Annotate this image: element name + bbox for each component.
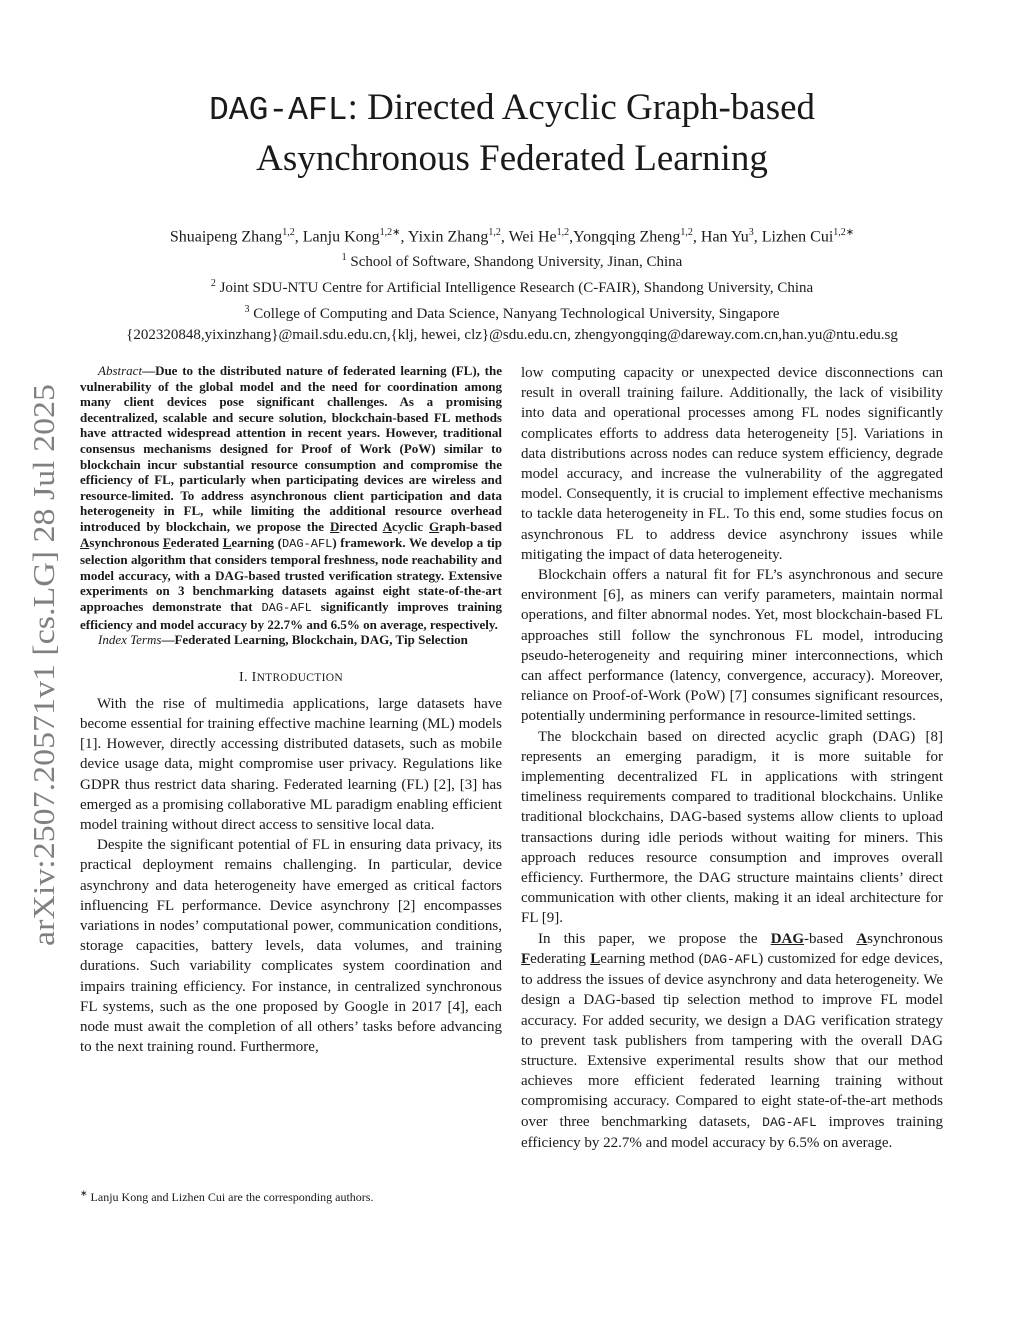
footnote xyxy=(80,1186,502,1205)
acronym-rest: ederated xyxy=(170,534,223,550)
arxiv-stamp xyxy=(10,380,70,950)
author-affil-sup: 1,2∗ xyxy=(833,227,855,238)
abstract-text: ) framework. We develop a tip selection algorithm that considers temporal freshness, node reachability and model accuracy, with a DAG-based trusted verification strategy. Extensive experiments on 3 benchmarking datasets against eight state-of-the-art approaches demonstrate that xyxy=(80,534,502,614)
left-column xyxy=(80,363,502,1057)
text-run: In this paper, we propose the xyxy=(538,930,771,947)
author-name: Yongqing Zheng xyxy=(573,228,681,246)
text-run: -based xyxy=(804,930,857,947)
author-name: Lanju Kong xyxy=(302,228,380,246)
intro-paragraph: Despite the significant potential of FL in ensuring data privacy, its practical deployment remains challenging. In particular, device asynchrony and data heterogeneity have emerged as critical factors influencing FL performance. Device asynchrony [2] encompasses variations in nodes’ computational power, communication conditions, storage capacities, battery levels, data volumes, and training durations. Such variability complicates system coordination and impairs training efficiency. For instance, in centralized synchronous FL systems, such as the one proposed by Google in 2017 [4], each node must await the completion of all others’ tasks before advancing to the next training round. Furthermore, xyxy=(80,837,502,1056)
acronym-letter: L xyxy=(222,534,232,550)
author-affil-sup: 3 xyxy=(748,227,754,238)
right-column xyxy=(521,363,943,1153)
acronym-letter: A xyxy=(856,930,868,947)
abstract-heading: Abstract xyxy=(98,363,143,378)
footnote-mark: ∗ xyxy=(80,1188,88,1198)
title-line2: Asynchronous Federated Learning xyxy=(256,138,768,179)
method-code: DAG-AFL xyxy=(703,951,759,967)
acronym-letter: L xyxy=(590,950,601,967)
author-block xyxy=(0,222,1024,346)
acronym-letter: F xyxy=(521,950,531,967)
abstract-text: significantly improves training efficiency and model accuracy by 22.7% and 6.5% on average, respectively. xyxy=(80,598,503,632)
index-terms-text: —Federated Learning, Blockchain, DAG, Tip Selection xyxy=(161,632,468,648)
method-code: DAG-AFL xyxy=(261,600,312,615)
text-run: synchronous xyxy=(867,930,943,947)
acronym-rest: earning xyxy=(231,534,275,550)
acronym-letter: DAG xyxy=(770,930,805,947)
footnote-text: Lanju Kong and Lizhen Cui are the corresponding authors. xyxy=(87,1190,374,1204)
author-name: Yixin Zhang xyxy=(407,228,489,246)
acronym-letter: D xyxy=(330,518,340,534)
section-numeral: I. xyxy=(239,669,252,685)
author-affil-sup: 1,2 xyxy=(556,227,570,238)
arxiv-id: arXiv:2507.20571v1 [cs.LG] 28 Jul 2025 xyxy=(26,432,61,946)
author-affil-sup: 1,2 xyxy=(680,227,693,238)
affiliation xyxy=(0,247,1024,273)
author-emails: {202320848,yixinzhang}@mail.sdu.edu.cn,{klj, hewei, clz}@sdu.edu.cn, zhengyongqing@dareway.com.cn,han.yu@ntu.edu.sg xyxy=(126,327,898,344)
author-affil-sup: 1,2 xyxy=(282,227,295,238)
affiliation-text: College of Computing and Data Science, Nanyang Technological University, Singapore xyxy=(253,306,780,323)
paper-title xyxy=(0,84,1024,183)
index-terms-heading: Index Terms xyxy=(98,632,162,648)
abstract-text: —Due to the distributed nature of federated learning (FL), the vulnerability of the global model and the need for coordination among many client devices pose significant challenges. As a promising decentralized, scalable and secure solution, blockchain-based FL methods have attracted widespread attention in recent years. However, traditional consensus mechanisms designed for Proof of Work (PoW) similar to blockchain incur substantial resource consumption and compromise the efficiency of FL, particularly when participating devices are wireless and resource-limited. To address asynchronous client participation and data heterogeneity in FL, while limiting the additional resource overhead introduced by blockchain, we propose the xyxy=(80,363,502,534)
affiliation-text: School of Software, Shandong University, Jinan, China xyxy=(350,254,683,271)
affiliation xyxy=(0,299,1024,325)
title-code: DAG-AFL xyxy=(208,92,348,129)
author-name: Han Yu xyxy=(700,228,749,246)
acronym-rest: cyclic xyxy=(392,518,429,534)
author-name: Wei He xyxy=(508,228,557,246)
author-name: Shuaipeng Zhang xyxy=(169,228,283,246)
index-terms xyxy=(80,632,502,648)
section-initial: I xyxy=(251,669,257,685)
acronym-letter: F xyxy=(162,534,171,550)
author-name: Lizhen Cui xyxy=(761,228,834,246)
author-affil-sup: 1,2 xyxy=(488,227,501,238)
section-heading xyxy=(80,670,502,686)
acronym-rest: synchronous xyxy=(89,534,163,550)
method-code: DAG-AFL xyxy=(762,1114,817,1130)
abstract xyxy=(80,363,502,632)
acronym-letter: A xyxy=(80,534,90,550)
affiliation-sup: 1 xyxy=(341,252,347,264)
acronym-rest: irected xyxy=(339,518,383,534)
intro-paragraph: With the rise of multimedia applications, large datasets have become essential for training effective machine learning (ML) models [1]. However, directly accessing distributed datasets, such as mobile device usage data, might compromise user privacy. Regulations like GDPR thus restrict data sharing. Federated learning (FL) [2], [3] has emerged as a promising collaborative ML paradigm enabling efficient model training without direct access to sensitive local data. xyxy=(80,695,502,833)
body-paragraph: low computing capacity or unexpected device disconnections can result in overall training failure. Additionally, the lack of visibility into data and operational processes among FL nodes significantly complicates efforts to address data heterogeneity [5]. Variations in data distributions across nodes can reduce system efficiency, degrade model accuracy, and increase the vulnerability of the aggregated model. Consequently, it is crucial to implement effective mechanisms to tackle data heterogeneity in FL. To this end, some studies focus on asynchronous FL to address device asynchrony issues while mitigating the impact of data heterogeneity. xyxy=(521,365,943,563)
affiliation-sup: 3 xyxy=(244,304,250,316)
body-paragraph: The blockchain based on directed acyclic graph (DAG) [8] represents an emerging paradigm, it is more suitable for implementing decentralized FL in applications with stringent timeliness requirements compared to traditional blockchains. Unlike traditional blockchains, DAG-based systems allow clients to upload transactions during idle periods without waiting for miners. This approach reduces resource consumption and improves overall efficiency. Furthermore, the DAG structure maintains clients’ direct communication with other clients, making it an ideal architecture for FL [9]. xyxy=(521,728,943,927)
text-run: ) customized for edge devices, to address the issues of device asynchrony and data heterogeneity. We design a DAG-based tip selection method to improve FL model accuracy. For added security, we design a DAG verification strategy to prevent task publishers from tampering with the overall DAG structure. Extensive experimental results show that our method achieves more efficient federated learning training without compromising accuracy. Compared to eight state-of-the-art methods over three benchmarking datasets, xyxy=(521,950,943,1130)
affiliation-text: Joint SDU-NTU Centre for Artificial Intelligence Research (C-FAIR), Shandong University, China xyxy=(219,280,814,297)
text-run: earning method ( xyxy=(600,950,704,967)
body-paragraph: Blockchain offers a natural fit for FL’s asynchronous and secure environment [6], as miners can verify parameters, maintain normal operations, and filter abnormal nodes. Yet, most blockchain-based FL approaches still follow the synchronous FL model, introducing pseudo-heterogeneity and requiring miner interconnections, which can affect performance (latency, convergence, accuracy). Moreover, reliance on Proof-of-Work (PoW) [7] consumes significant resources, potentially undermining performance in resource-limited settings. xyxy=(521,567,943,725)
section-title-rest: NTRODUCTION xyxy=(256,671,343,684)
text-run: ederating xyxy=(530,950,591,967)
acronym-letter: G xyxy=(429,518,440,534)
text-run: improves training efficiency by 22.7% and model accuracy by 6.5% on average. xyxy=(521,1113,944,1151)
paren-open: ( xyxy=(277,534,282,550)
author-list: Shuaipeng Zhang$^{1,2}$, Lanju Kong$^{1,2∗}$, Yixin Zhang$^{1,2}$, Wei He$^{1,2}$,Yongqing Zheng$^{1,2}$, Han Yu$^3$, Lizhen Cui$^{1,2∗}$ xyxy=(169,227,855,246)
title-rest: : Directed Acyclic Graph-based xyxy=(347,87,816,128)
acronym-letter: A xyxy=(382,518,393,534)
affiliation-sup: 2 xyxy=(210,278,216,290)
author-affil-sup: 1,2∗ xyxy=(379,227,401,238)
body-paragraph xyxy=(521,929,943,1153)
acronym-rest: raph-based xyxy=(439,518,502,534)
affiliation xyxy=(0,273,1024,299)
method-code: DAG-AFL xyxy=(281,536,333,551)
